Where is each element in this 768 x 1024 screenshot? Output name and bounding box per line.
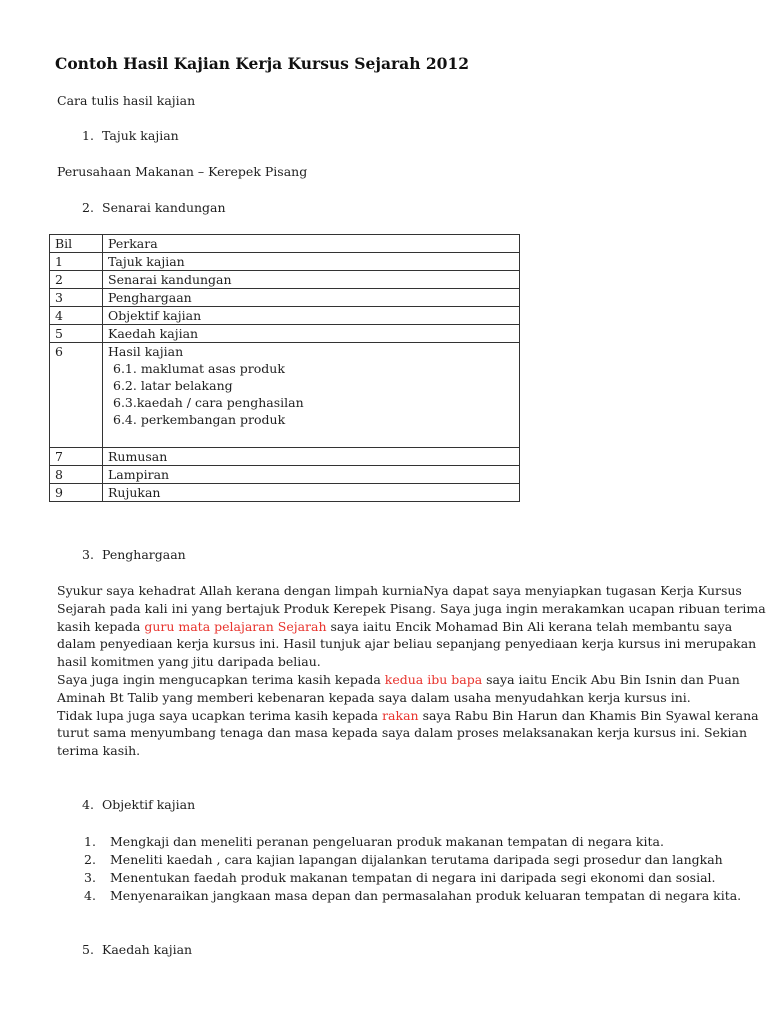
table-cell-perkara: Tajuk kajian <box>103 253 520 271</box>
table-cell-bil: 4 <box>50 307 103 325</box>
heading-4-number: 4. <box>82 797 94 812</box>
table-row <box>50 343 520 448</box>
heading-5-number: 5. <box>82 942 94 957</box>
ack-text: saya iaitu Encik Mohamad Bin Ali kerana telah membantu saya <box>326 618 733 634</box>
heading-1: Tajuk kajian <box>102 128 179 143</box>
contents-table <box>49 234 520 502</box>
subitem-6-3: 6.3.kaedah / cara penghasilan <box>113 395 304 410</box>
subitem-6-1: 6.1. maklumat asas produk <box>113 361 285 376</box>
table-header-row <box>50 235 520 253</box>
ack-line <box>57 618 766 636</box>
table-row <box>50 307 520 325</box>
highlight-rakan: rakan <box>382 707 419 723</box>
table-cell-perkara: Penghargaan <box>103 289 520 307</box>
objective-text: Mengkaji dan meneliti peranan pengeluaran produk makanan tempatan di negara kita. <box>110 834 664 849</box>
ack-line: Syukur saya kehadrat Allah kerana dengan limpah kurniaNya dapat saya menyiapkan tugasan Kerja Kursus <box>57 583 742 598</box>
subitem-6-4: 6.4. perkembangan produk <box>113 412 286 427</box>
table-header-bil: Bil <box>50 235 103 253</box>
highlight-guru: guru mata pelajaran Sejarah <box>144 618 327 634</box>
ack-line <box>57 707 766 725</box>
ack-line: dalam penyediaan kerja kursus ini. Hasil tunjuk ajar beliau sepanjang penyediaan kerja kursus ini merupakan <box>57 636 757 652</box>
table-cell-bil: 7 <box>50 448 103 466</box>
subitem-6-2: 6.2. latar belakang <box>113 378 233 393</box>
ack-text: saya iaitu Encik Abu Bin Isnin dan Puan <box>482 671 740 687</box>
heading-5: Kaedah kajian <box>102 942 193 957</box>
table-cell-perkara <box>103 343 520 448</box>
heading-4: Objektif kajian <box>102 797 196 812</box>
heading-3: Penghargaan <box>102 547 186 562</box>
ack-text: Saya juga ingin mengucapkan terima kasih kepada <box>57 671 385 687</box>
table-cell-perkara: Rumusan <box>103 448 520 466</box>
table-cell-bil: 1 <box>50 253 103 271</box>
objective-text: Menyenaraikan jangkaan masa depan dan permasalahan produk keluaran tempatan di negara kita. <box>110 888 742 903</box>
ack-text: Tidak lupa juga saya ucapkan terima kasih kepada <box>57 707 383 723</box>
ack-text: kasih kepada <box>57 618 145 634</box>
heading-2-number: 2. <box>82 200 94 215</box>
table-cell-perkara: Kaedah kajian <box>103 325 520 343</box>
ack-line: hasil komitmen yang jitu daripada beliau. <box>57 654 321 670</box>
ack-text: saya Rabu Bin Harun dan Khamis Bin Syawal kerana <box>418 707 759 723</box>
table-row <box>50 325 520 343</box>
objective-number: 4. <box>84 888 96 903</box>
objective-text: Menentukan faedah produk makanan tempatan di negara ini daripada segi ekonomi dan sosial. <box>110 870 716 885</box>
table-cell-perkara: Lampiran <box>103 466 520 484</box>
table-cell-perkara: Rujukan <box>103 484 520 502</box>
objective-number: 3. <box>84 870 96 885</box>
objective-number: 2. <box>84 852 96 867</box>
table-cell-bil: 2 <box>50 271 103 289</box>
ack-line: turut sama menyumbang tenaga dan masa kepada saya dalam proses melaksanakan kerja kursus ini. Sekian <box>57 725 748 741</box>
table-row <box>50 253 520 271</box>
table-cell-perkara: Senarai kandungan <box>103 271 520 289</box>
table-row <box>50 271 520 289</box>
heading-1-number: 1. <box>82 128 94 143</box>
table-cell-main: Hasil kajian <box>108 344 184 359</box>
table-row <box>50 289 520 307</box>
table-cell-perkara: Objektif kajian <box>103 307 520 325</box>
table-cell-bil: 5 <box>50 325 103 343</box>
ack-line: Sejarah pada kali ini yang bertajuk Produk Kerepek Pisang. Saya juga ingin merakamkan ucapan ribuan terima <box>57 600 766 616</box>
document-title: Contoh Hasil Kajian Kerja Kursus Sejarah 2012 <box>55 54 470 73</box>
table-cell-bil: 3 <box>50 289 103 307</box>
acknowledgement-paragraph <box>57 582 766 760</box>
ack-line <box>57 671 766 689</box>
ack-line: Aminah Bt Talib yang memberi kebenaran kepada saya dalam usaha menyudahkan kerja kursus ini. <box>57 689 691 705</box>
intro-text: Cara tulis hasil kajian <box>57 93 196 108</box>
table-cell-bil: 6 <box>50 343 103 448</box>
table-header-perkara: Perkara <box>103 235 520 253</box>
table-row <box>50 484 520 502</box>
highlight-ibu-bapa: kedua ibu bapa <box>384 671 483 687</box>
heading-2: Senarai kandungan <box>102 200 226 215</box>
table-row <box>50 448 520 466</box>
objective-text: Meneliti kaedah , cara kajian lapangan dijalankan terutama daripada segi prosedur dan langkah <box>110 852 723 867</box>
table-cell-bil: 8 <box>50 466 103 484</box>
ack-line: terima kasih. <box>57 743 141 759</box>
table-cell-bil: 9 <box>50 484 103 502</box>
objective-number: 1. <box>84 834 96 849</box>
table-row <box>50 466 520 484</box>
topic-text: Perusahaan Makanan – Kerepek Pisang <box>57 164 308 179</box>
heading-3-number: 3. <box>82 547 94 562</box>
